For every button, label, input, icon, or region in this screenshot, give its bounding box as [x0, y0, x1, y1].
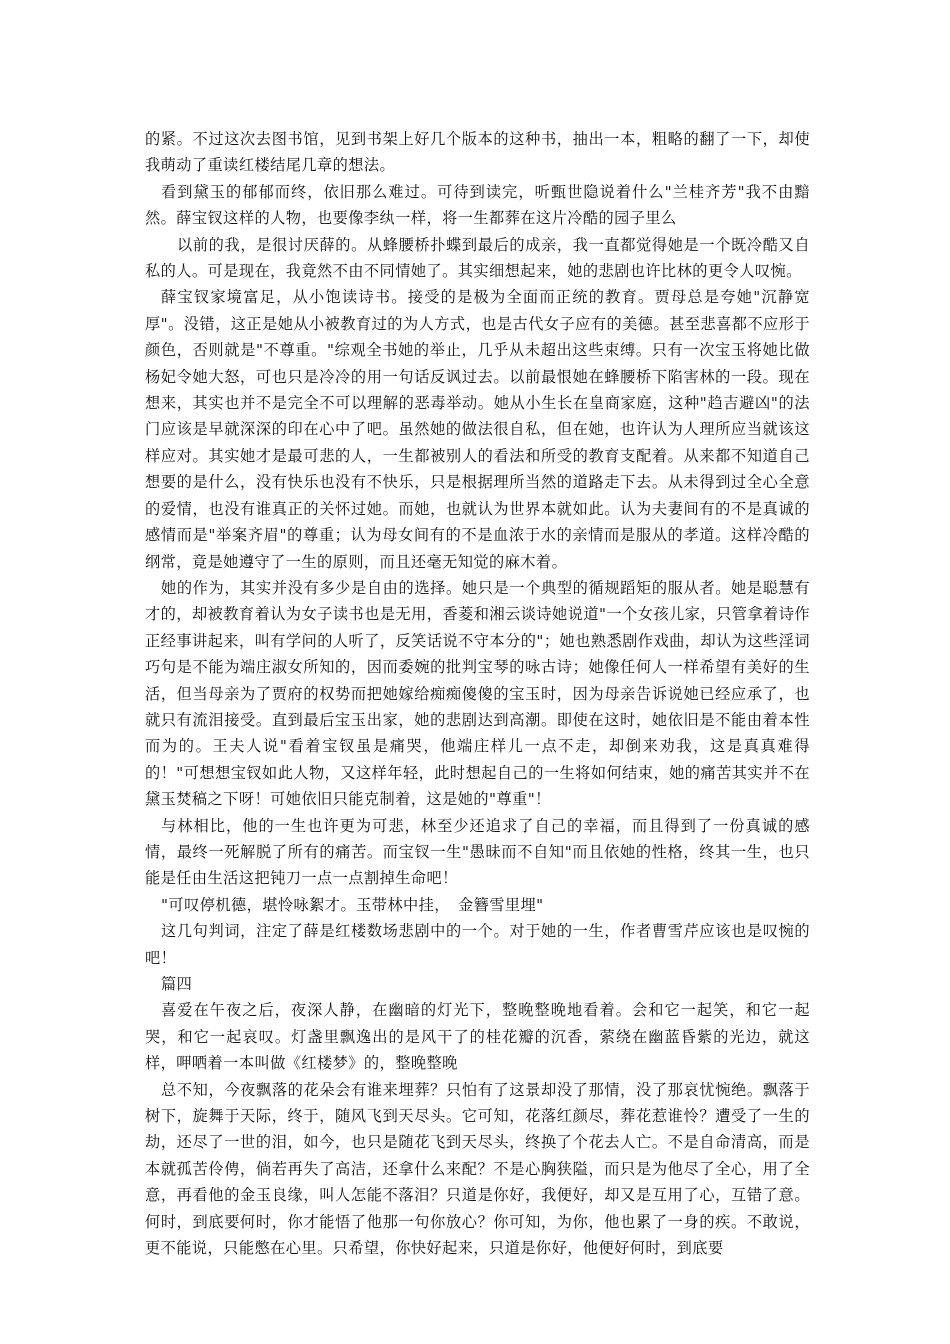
judgment-poem: "可叹停机德，堪怜咏絮才。玉带林中挂， 金簪雪里埋"	[161, 895, 544, 914]
paragraph-4: 薛宝钗家境富足，从小饱读诗书。接受的是极为全面而正统的教育。贾母总是夸她"沉静宽厚"。没错，这正是她从小被教育过的为人方式，也是古代女子应有的美德。甚至悲喜都不应形于颜色，否则就是"不尊重。"综观全书她的举止，几乎从未超出这些束缚。只有一次宝玉将她比做杨妃令她大怒，可也只是冷冷的用一句话反讽过去。以前最恨她在蜂腰桥下陷害林的一段。现在想来，其实也并不是完全不可以理解的恶毒举动。她从小生长在皇商家庭，这种"趋吉避凶"的法门应该是早就深深的印在心中了吧。虽然她的做法很自私，但在她，也许认为人理所应当就该这样应对。其实她才是最可悲的人，一生都被别人的看法和所受的教育支配着。从来都不知道自己想要的是什么，没有快乐也没有不快乐，只是根据理所当然的道路走下去。从未得到过全心全意的爱情，也没有谁真正的关怀过她。而她，也就认为世界本就如此。认为夫妻间有的不是真诚的感情而是"举案齐眉"的尊重；认为母女间有的不是血浓于水的亲情而是服从的孝道。这样冷酷的纲常，竟是她遵守了一生的原则，而且还毫无知觉的麻木着。	[145, 288, 810, 571]
paragraph-6: 与林相比，他的一生也许更为可悲，林至少还追求了自己的幸福，而且得到了一份真诚的感情，最终一死解脱了所有的痛苦。而宝钗一生"愚昧而不自知"而且依她的性格，终其一生，也只能是任由生活这把钝刀一点一点割掉生命吧！	[145, 816, 810, 888]
paragraph-7: 这几句判词，注定了薛是红楼数场悲剧中的一个。对于她的一生，作者曹雪芹应该也是叹惋的吧！	[145, 922, 810, 967]
paragraph-5: 她的作为，其实并没有多少是自由的选择。她只是一个典型的循规蹈矩的服从者。她是聪慧有才的，却被教育着认为女子读书也是无用，香菱和湘云谈诗她说道"一个女孩儿家，只管拿着诗作正经事讲起来，叫有学问的人听了，反笑话说不守本分的"；她也熟悉剧作戏曲，却认为这些淫词巧句是不能为端庄淑女所知的，因而委婉的批判宝琴的咏古诗；她像任何人一样希望有美好的生活，但当母亲为了贾府的权势而把她嫁给痴痴傻傻的宝玉时，因为母亲告诉说她已经应承了，也就只有流泪接受。直到最后宝玉出家，她的悲剧达到高潮。即使在这时，她依旧是不能由着本性而为的。王夫人说"看着宝钗虽是痛哭，他端庄样儿一点不走，却倒来劝我，这是真真难得的！"可想想宝钗如此人物，又这样年轻，此时想起自己的一生将如何结束，她的痛苦其实并不在黛玉焚稿之下呀！可她依旧只能克制着，这是她的"尊重"！	[145, 578, 810, 809]
document-page	[145, 126, 810, 1261]
paragraph-3: 以前的我，是很讨厌薛的。从蜂腰桥扑蝶到最后的成亲，我一直都觉得她是一个既冷酷又自私的人。可是现在，我竟然不由不同情她了。其实细想起来，她的悲剧也许比林的更令人叹惋。	[145, 235, 810, 281]
paragraph-8: 喜爱在午夜之后，夜深人静，在幽暗的灯光下，整晚整晚地看着。会和它一起笑，和它一起哭，和它一起哀叹。灯盏里飘逸出的是风干了的桂花瓣的沉香，萦绕在幽蓝昏紫的光边，就这样，呷哂着一本叫做《红楼梦》的，整晚整晚	[145, 1001, 810, 1073]
paragraph-9: 总不知，今夜飘落的花朵会有谁来埋葬？只怕有了这景却没了那情，没了那哀忧惋绝。飘落于树下，旋舞于天际，终于，随风飞到天尽头。它可知，花落红颜尽，葬花惹谁怜？遭受了一生的劫，还尽了一世的泪，如今，也只是随花飞到天尽头，终换了个花去人亡。不是自命清高，而是本就孤苦伶俜，倘若再失了高洁，还拿什么来配？不是心胸狭隘，而只是为他尽了全心，用了全意，再看他的金玉良缘，叫人怎能不落泪？只道是你好，我便好，却又是互用了心，互错了意。何时，到底要何时，你才能悟了他那一句你放心？你可知，为你，他也累了一身的疾。不敢说，更不能说，只能憋在心里。只希望，你快好起来，只道是你好，他便好何时，到底要	[145, 1080, 810, 1258]
paragraph-1: 的紧。不过这次去图书馆，见到书架上好几个版本的这种书，抽出一本，粗略的翻了一下，却使我萌动了重读红楼结尾几章的想法。	[145, 130, 810, 175]
section-heading: 篇四	[161, 975, 193, 993]
paragraph-2: 看到黛玉的郁郁而终，依旧那么难过。可待到读完，听甄世隐说着什么"兰桂齐芳"我不由黯然。薛宝钗这样的人物，也要像李纨一样，将一生都葬在这片冷酷的园子里么	[145, 182, 810, 228]
